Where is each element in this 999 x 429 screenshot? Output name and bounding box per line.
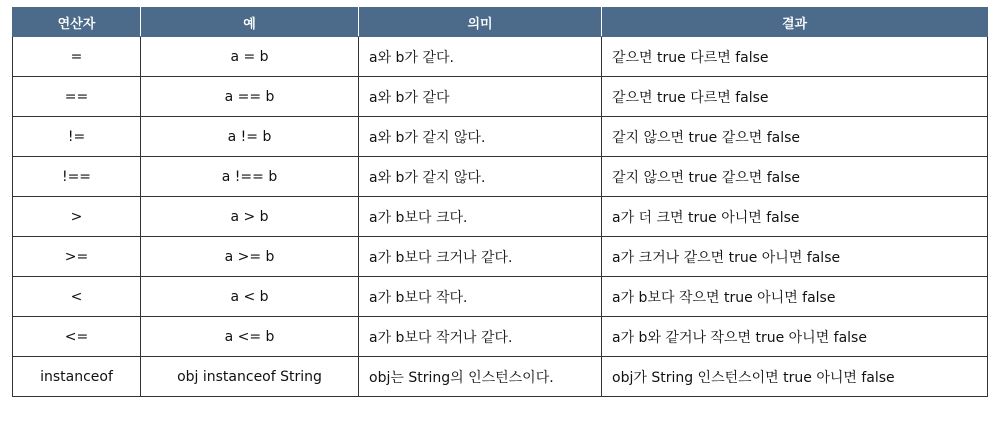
meaning-cell: a와 b가 같다 bbox=[359, 77, 602, 117]
meaning-cell: obj는 String의 인스턴스이다. bbox=[359, 357, 602, 397]
meaning-cell: a와 b가 같다. bbox=[359, 37, 602, 77]
meaning-cell: a와 b가 같지 않다. bbox=[359, 157, 602, 197]
result-cell: a가 더 크면 true 아니면 false bbox=[602, 197, 988, 237]
operator-cell: < bbox=[13, 277, 141, 317]
header-meaning: 의미 bbox=[359, 8, 602, 37]
header-operator: 연산자 bbox=[13, 8, 141, 37]
example-cell: a == b bbox=[141, 77, 359, 117]
example-cell: a <= b bbox=[141, 317, 359, 357]
result-cell: 같지 않으면 true 같으면 false bbox=[602, 157, 988, 197]
table-row bbox=[13, 237, 988, 277]
table-row bbox=[13, 117, 988, 157]
result-cell: 같으면 true 다르면 false bbox=[602, 77, 988, 117]
table-header bbox=[13, 8, 988, 37]
table-row bbox=[13, 37, 988, 77]
example-cell: a > b bbox=[141, 197, 359, 237]
example-cell: obj instanceof String bbox=[141, 357, 359, 397]
operator-table-container bbox=[12, 7, 988, 397]
example-cell: a = b bbox=[141, 37, 359, 77]
result-cell: a가 크거나 같으면 true 아니면 false bbox=[602, 237, 988, 277]
result-cell: 같지 않으면 true 같으면 false bbox=[602, 117, 988, 157]
header-example: 예 bbox=[141, 8, 359, 37]
example-cell: a >= b bbox=[141, 237, 359, 277]
table-row bbox=[13, 77, 988, 117]
meaning-cell: a와 b가 같지 않다. bbox=[359, 117, 602, 157]
example-cell: a !== b bbox=[141, 157, 359, 197]
example-cell: a < b bbox=[141, 277, 359, 317]
table-row bbox=[13, 357, 988, 397]
table-row bbox=[13, 157, 988, 197]
operator-cell: = bbox=[13, 37, 141, 77]
operator-cell: >= bbox=[13, 237, 141, 277]
example-cell: a != b bbox=[141, 117, 359, 157]
result-cell: obj가 String 인스턴스이면 true 아니면 false bbox=[602, 357, 988, 397]
operator-cell: > bbox=[13, 197, 141, 237]
operator-cell: !== bbox=[13, 157, 141, 197]
meaning-cell: a가 b보다 작다. bbox=[359, 277, 602, 317]
result-cell: a가 b보다 작으면 true 아니면 false bbox=[602, 277, 988, 317]
operator-cell: instanceof bbox=[13, 357, 141, 397]
operator-cell: <= bbox=[13, 317, 141, 357]
meaning-cell: a가 b보다 크거나 같다. bbox=[359, 237, 602, 277]
result-cell: 같으면 true 다르면 false bbox=[602, 37, 988, 77]
operator-cell: == bbox=[13, 77, 141, 117]
header-row bbox=[13, 8, 988, 37]
table-row bbox=[13, 197, 988, 237]
result-cell: a가 b와 같거나 작으면 true 아니면 false bbox=[602, 317, 988, 357]
header-result: 결과 bbox=[602, 8, 988, 37]
operator-table bbox=[12, 7, 988, 397]
table-row bbox=[13, 317, 988, 357]
meaning-cell: a가 b보다 크다. bbox=[359, 197, 602, 237]
operator-cell: != bbox=[13, 117, 141, 157]
table-body bbox=[13, 37, 988, 397]
table-row bbox=[13, 277, 988, 317]
meaning-cell: a가 b보다 작거나 같다. bbox=[359, 317, 602, 357]
